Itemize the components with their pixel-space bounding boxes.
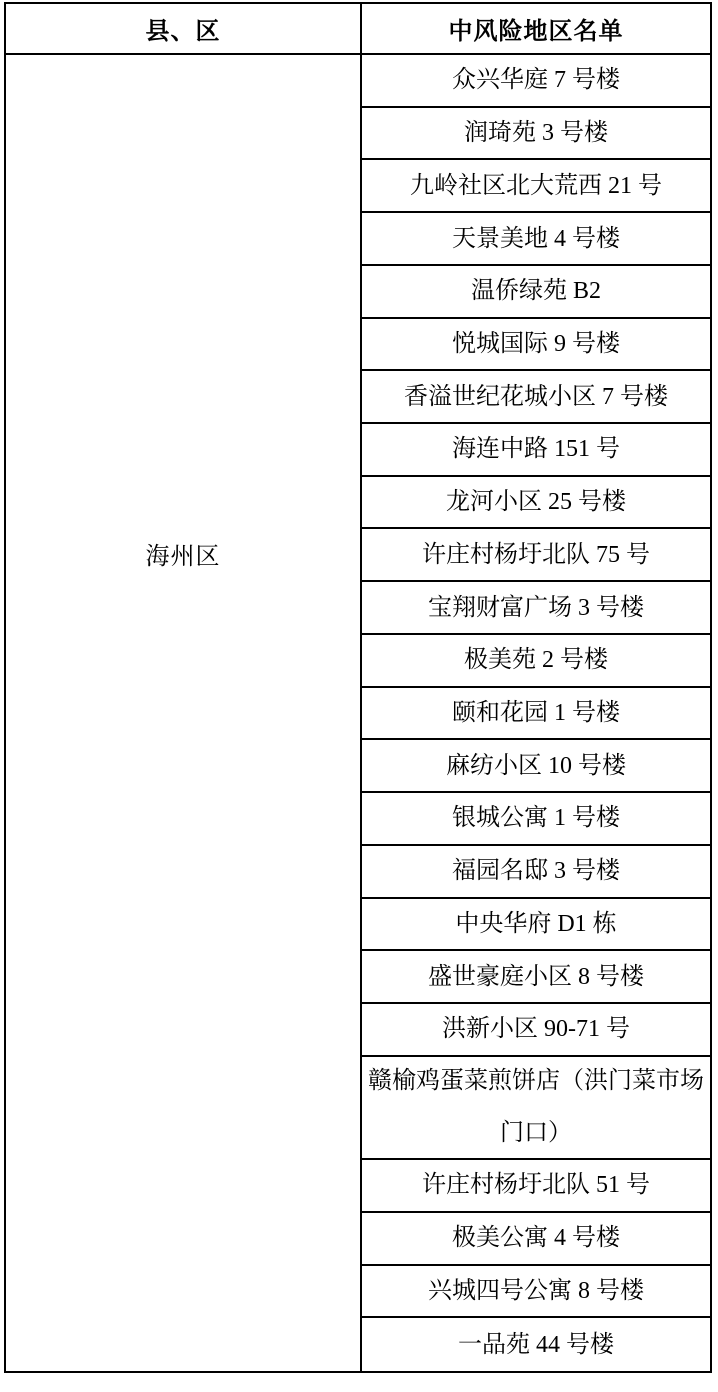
table-row [362, 160, 710, 213]
area-name: 银城公寓 1 号楼 [452, 805, 620, 832]
table-row [362, 635, 710, 688]
area-name: 许庄村杨圩北队 51 号 [422, 1172, 650, 1199]
table-row [362, 213, 710, 266]
header-list-cell: 中风险地区名单 [448, 19, 624, 45]
district-label: 海州区 [145, 544, 221, 570]
table-row [362, 55, 710, 108]
area-name: 龙河小区 25 号楼 [446, 489, 626, 516]
area-name: 天景美地 4 号楼 [452, 225, 620, 252]
table-row [362, 582, 710, 635]
table-row [362, 424, 710, 477]
area-name: 麻纺小区 10 号楼 [446, 752, 626, 779]
table-row [362, 740, 710, 793]
table-row [362, 1318, 710, 1371]
area-name: 中央华府 D1 栋 [455, 910, 617, 937]
area-name: 一品苑 44 号楼 [458, 1331, 614, 1358]
area-name: 兴城四号公寓 8 号楼 [428, 1277, 644, 1304]
area-name: 极美苑 2 号楼 [464, 647, 608, 674]
area-name: 许庄村杨圩北队 75 号 [422, 541, 650, 568]
table-row [362, 529, 710, 582]
area-name: 赣榆鸡蛋菜煎饼店（洪门菜市场门口） [368, 1068, 704, 1147]
table-row [362, 477, 710, 530]
area-rows [362, 55, 710, 1371]
area-name: 温侨绿苑 B2 [470, 278, 601, 305]
table-row [362, 1160, 710, 1213]
area-name: 海连中路 151 号 [452, 436, 620, 463]
table-row [362, 1057, 710, 1160]
area-name: 悦城国际 9 号楼 [452, 330, 620, 357]
area-name: 九岭社区北大荒西 21 号 [410, 172, 662, 199]
table-row [362, 1213, 710, 1266]
table-row [362, 319, 710, 372]
district-cell [6, 55, 362, 1371]
risk-area-table [4, 2, 712, 1373]
table-row [362, 108, 710, 161]
header-county-cell: 县、区 [6, 4, 362, 53]
table-row [362, 688, 710, 741]
area-name: 香溢世纪花城小区 7 号楼 [404, 383, 668, 410]
table-row [362, 1266, 710, 1319]
area-name: 颐和花园 1 号楼 [452, 699, 620, 726]
area-name: 极美公寓 4 号楼 [452, 1225, 620, 1252]
area-name: 宝翔财富广场 3 号楼 [428, 594, 644, 621]
table-row [362, 371, 710, 424]
table-row [362, 951, 710, 1004]
table-row [362, 1004, 710, 1057]
table-row [362, 266, 710, 319]
table-row [362, 899, 710, 952]
area-name: 洪新小区 90-71 号 [442, 1016, 630, 1043]
table-row [362, 793, 710, 846]
area-name: 润琦苑 3 号楼 [464, 120, 608, 147]
table-row [362, 846, 710, 899]
area-name: 福园名邸 3 号楼 [452, 858, 620, 885]
header-row [6, 4, 710, 55]
area-name: 众兴华庭 7 号楼 [452, 67, 620, 94]
table-body [6, 55, 710, 1371]
area-name: 盛世豪庭小区 8 号楼 [428, 963, 644, 990]
